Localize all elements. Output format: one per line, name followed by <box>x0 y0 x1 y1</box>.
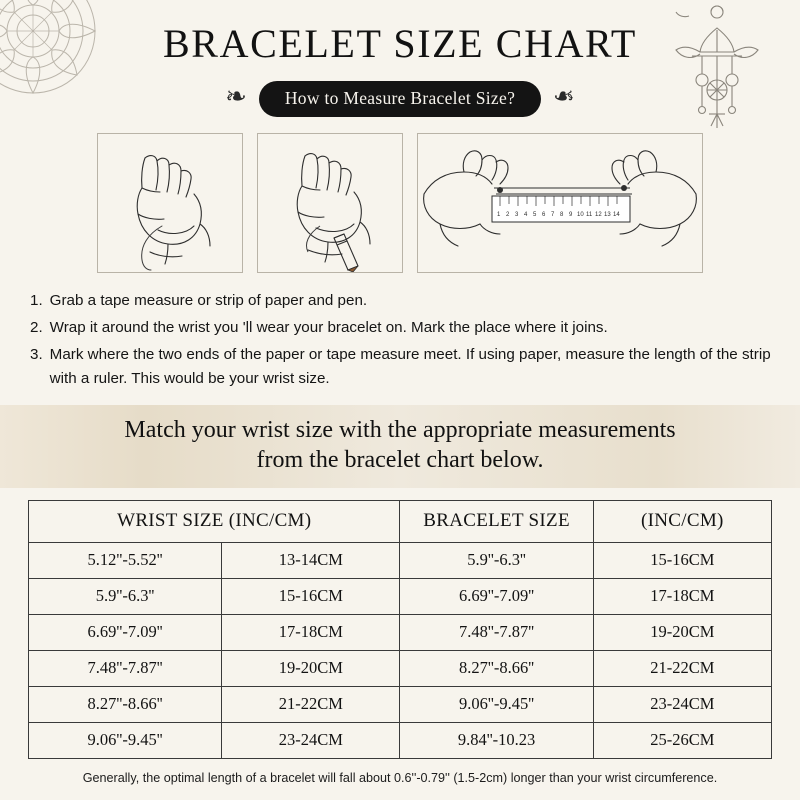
cell-wrist-inch: 9.06''-9.45'' <box>29 722 222 758</box>
cell-bracelet-cm: 25-26CM <box>593 722 771 758</box>
cell-wrist-inch: 6.69''-7.09'' <box>29 614 222 650</box>
instruction-step <box>30 289 774 313</box>
cell-bracelet-inch: 7.48''-7.87'' <box>400 614 593 650</box>
cell-wrist-inch: 5.12''-5.52'' <box>29 542 222 578</box>
instruction-text: Grab a tape measure or strip of paper and pen. <box>49 292 368 309</box>
svg-text:3: 3 <box>515 212 519 218</box>
svg-text:2: 2 <box>506 212 510 218</box>
cell-bracelet-inch: 6.69''-7.09'' <box>400 578 593 614</box>
table-header-bracelet-units: (INC/CM) <box>593 500 771 542</box>
svg-text:1: 1 <box>497 212 501 218</box>
svg-text:8: 8 <box>560 212 564 218</box>
table-row <box>29 578 772 614</box>
instructions-list <box>0 289 800 391</box>
svg-text:5: 5 <box>533 212 537 218</box>
size-table <box>28 500 772 759</box>
svg-text:13: 13 <box>604 212 611 218</box>
cell-wrist-cm: 19-20CM <box>222 650 400 686</box>
cell-bracelet-cm: 21-22CM <box>593 650 771 686</box>
illustration-hand-with-tape-measure <box>97 133 243 273</box>
match-banner <box>0 405 800 487</box>
illustration-row <box>0 133 800 273</box>
instruction-number: 2. <box>30 319 43 337</box>
table-row <box>29 722 772 758</box>
cell-bracelet-inch: 9.84''-10.23 <box>400 722 593 758</box>
footnote: Generally, the optimal length of a bracelet will fall about 0.6''-0.79'' (1.5-2cm) longer than your wrist circumference. <box>82 770 718 785</box>
match-banner-line-2: from the bracelet chart below. <box>256 447 544 474</box>
size-table-wrap <box>0 500 800 759</box>
table-header-bracelet-size: BRACELET SIZE <box>400 500 593 542</box>
cell-wrist-cm: 21-22CM <box>222 686 400 722</box>
cell-bracelet-inch: 8.27''-8.66'' <box>400 650 593 686</box>
cell-bracelet-cm: 15-16CM <box>593 542 771 578</box>
cell-wrist-cm: 23-24CM <box>222 722 400 758</box>
table-row <box>29 542 772 578</box>
instruction-number: 1. <box>30 292 43 309</box>
cell-bracelet-inch: 9.06''-9.45'' <box>400 686 593 722</box>
svg-text:10: 10 <box>577 212 584 218</box>
instruction-text: Mark where the two ends of the paper or tape measure meet. If using paper, measure the length of the strip with a ruler. This would be your wrist size. <box>49 346 771 388</box>
cell-wrist-inch: 7.48''-7.87'' <box>29 650 222 686</box>
cell-bracelet-inch: 5.9''-6.3'' <box>400 542 593 578</box>
cell-wrist-cm: 13-14CM <box>222 542 400 578</box>
table-header-wrist-size: WRIST SIZE (INC/CM) <box>29 500 400 542</box>
table-header-row <box>29 500 772 542</box>
subtitle-row <box>0 81 800 117</box>
instruction-text: Wrap it around the wrist you 'll wear your bracelet on. Mark the place where it joins. <box>49 319 608 337</box>
cell-wrist-cm: 15-16CM <box>222 578 400 614</box>
svg-text:9: 9 <box>569 212 573 218</box>
cell-bracelet-cm: 23-24CM <box>593 686 771 722</box>
subtitle-pill: How to Measure Bracelet Size? <box>259 81 541 117</box>
table-row <box>29 686 772 722</box>
cell-wrist-inch: 8.27''-8.66'' <box>29 686 222 722</box>
svg-text:4: 4 <box>524 212 528 218</box>
svg-text:14: 14 <box>613 212 620 218</box>
svg-text:6: 6 <box>542 212 546 218</box>
illustration-hands-with-ruler <box>417 133 703 273</box>
flourish-right-icon: ❧ <box>553 82 575 111</box>
illustration-hand-with-paper-strip <box>257 133 403 273</box>
cell-wrist-inch: 5.9''-6.3'' <box>29 578 222 614</box>
svg-text:11: 11 <box>586 212 593 218</box>
page-title: BRACELET SIZE CHART <box>163 21 637 66</box>
table-row <box>29 650 772 686</box>
table-row <box>29 614 772 650</box>
instruction-number: 3. <box>30 346 43 364</box>
cell-wrist-cm: 17-18CM <box>222 614 400 650</box>
instruction-step <box>30 343 774 391</box>
svg-text:12: 12 <box>595 212 602 218</box>
svg-text:7: 7 <box>551 212 555 218</box>
cell-bracelet-cm: 17-18CM <box>593 578 771 614</box>
match-banner-line-1: Match your wrist size with the appropriate measurements <box>124 417 676 444</box>
instruction-step <box>30 316 774 340</box>
flourish-left-icon: ❧ <box>225 82 247 111</box>
cell-bracelet-cm: 19-20CM <box>593 614 771 650</box>
